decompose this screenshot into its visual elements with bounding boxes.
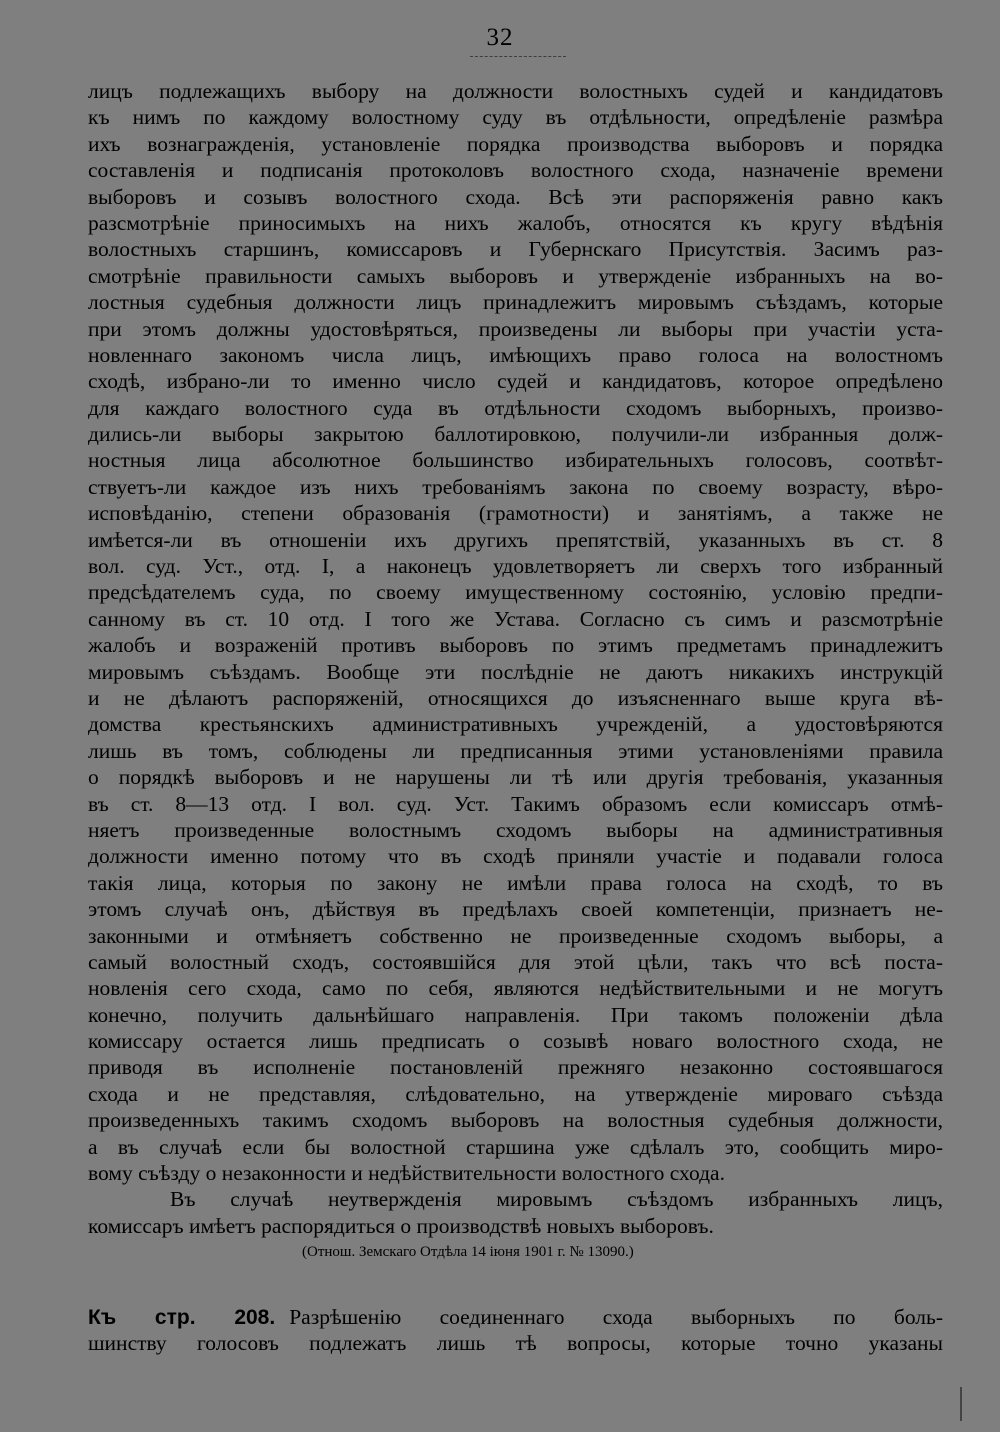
text-line: такія лица, которыя по закону не имѣли права голоса на сходѣ, то въ — [88, 870, 943, 895]
text-line: къ нимъ по каждому волостному суду въ отдѣльности, опредѣленіе размѣра — [88, 105, 943, 130]
text-line: дились-ли выборы закрытою баллотировкою, получили-ли избранныя долж- — [88, 422, 943, 447]
text-line: лишь въ томъ, соблюдены ли предписанныя этими установленіями правила — [88, 738, 943, 763]
text-line: этомъ случаѣ онъ, дѣйствуя въ предѣлахъ своей компетенціи, признаетъ не- — [88, 897, 943, 922]
text-line: конечно, получить дальнѣйшаго направленія. При такомъ положеніи дѣла — [88, 1002, 943, 1027]
section-gap — [88, 1266, 943, 1304]
text-line: разсмотрѣніе приносимыхъ на нихъ жалобъ, относятся къ кругу вѣдѣнія — [88, 210, 943, 235]
text-line: няетъ произведенные волостнымъ сходомъ выборы на административныя — [88, 817, 943, 842]
text-line: мировымъ съѣздамъ. Вообще эти послѣдніе не даютъ никакихъ инструкцій — [88, 659, 943, 684]
text-line: о порядкѣ выборовъ и не нарушены ли тѣ или другія требованія, указанныя — [88, 765, 943, 790]
text-line: комиссаръ имѣетъ распорядиться о производствѣ новыхъ выборовъ. — [88, 1213, 714, 1238]
text-line: сходѣ, избрано-ли то именно число судей и кандидатовъ, которое опредѣлено — [88, 369, 943, 394]
source-citation: (Отнош. Земскаго Отдѣла 14 іюня 1901 г. № 13090.) — [302, 1244, 634, 1261]
text-line: приводя въ исполненіе постановленій прежняго незаконно состоявшагося — [88, 1055, 943, 1080]
text-line: въ ст. 8—13 отд. I вол. суд. Уст. Такимъ образомъ если комиссаръ отмѣ- — [88, 791, 943, 816]
text-line: должности именно потому что въ сходѣ приняли участіе и подавали голоса — [88, 844, 943, 869]
text-line: предсѣдателемъ суда, по своему имущественному состоянію, условію предпи- — [88, 580, 943, 605]
text-line: ствуетъ-ли каждое изъ нихъ требованіямъ закона по своему возрасту, вѣро- — [88, 474, 943, 499]
text-line: для каждаго волостного суда въ отдѣльности сходомъ выборныхъ, произво- — [88, 395, 943, 420]
text-line: и не дѣлаютъ распоряженій, относящихся до изъясненнаго выше круга вѣ- — [88, 685, 943, 710]
paragraph-second — [88, 1186, 943, 1265]
text-line: вому съѣзду о незаконности и недѣйствительности волостного схода. — [88, 1161, 725, 1186]
text-line: схода и не представляя, слѣдовательно, на утвержденіе мироваго съѣзда — [88, 1081, 943, 1106]
text-line: исповѣданію, степени образованія (грамотности) и занятіямъ, а также не — [88, 501, 943, 526]
text-line: вол. суд. Уст., отд. I, а наконецъ удовлетворяетъ ли сверхъ того избранный — [88, 554, 943, 579]
text-line: жалобъ и возраженій противъ выборовъ по этимъ предметамъ принадлежитъ — [88, 633, 943, 658]
text-line: ностныя лица абсолютное большинство избирательныхъ голосовъ, соотвѣт- — [88, 448, 943, 473]
text-line: новленнаго закономъ числа лицъ, имѣющихъ право голоса на волостномъ — [88, 342, 943, 367]
text-line: смотрѣніе правильности самыхъ выборовъ и утвержденіе избранныхъ на во- — [88, 263, 943, 288]
text-line: Разрѣшенію соединеннаго схода выборныхъ по боль- — [289, 1304, 943, 1329]
text-line: Въ случаѣ неутвержденія мировымъ съѣздомъ избранныхъ лицъ, — [170, 1187, 943, 1212]
text-line: самый волостный сходъ, состоявшійся для этой цѣли, такъ что всѣ поста- — [88, 949, 943, 974]
text-line: имѣется-ли въ отношеніи ихъ другихъ препятствій, указанныхъ въ ст. 8 — [88, 527, 943, 552]
text-line: а въ случаѣ если бы волостной старшина уже сдѣлалъ это, сообщить миро- — [88, 1134, 943, 1159]
text-line: лостныя судебныя должности лицъ принадлежитъ мировымъ съѣздамъ, которые — [88, 290, 943, 315]
text-line: при этомъ должны удостовѣряться, произведены ли выборы при участіи уста- — [88, 316, 943, 341]
text-line: новленія сего схода, само по себя, являются недѣйствительными и не могутъ — [88, 976, 943, 1001]
text-line: ихъ вознагражденія, установленіе порядка производства выборовъ и порядка — [88, 131, 943, 156]
page-number-rule — [470, 56, 566, 57]
text-line: шинству голосовъ подлежатъ лишь тѣ вопросы, которые точно указаны — [88, 1330, 943, 1355]
margin-mark — [960, 1387, 962, 1421]
text-line: произведенныхъ такимъ сходомъ выборовъ на волостныя судебныя должности, — [88, 1108, 943, 1133]
text-line: лицъ подлежащихъ выбору на должности волостныхъ судей и кандидатовъ — [88, 79, 943, 103]
text-line: законными и отмѣняетъ собственно не произведенные сходомъ выборы, а — [88, 923, 943, 948]
section-heading: Къ стр. 208. — [88, 1305, 276, 1329]
text-line: домства крестьянскихъ административныхъ учрежденій, а удостовѣряются — [88, 712, 943, 737]
text-line: составленія и подписанія протоколовъ волостного схода, назначеніе времени — [88, 158, 943, 183]
text-line: выборовъ и созывъ волостного схода. Всѣ эти распоряженія равно какъ — [88, 184, 943, 209]
section-first-line — [88, 1304, 943, 1330]
text-line: санному въ ст. 10 отд. I того же Устава. Согласно съ симъ и разсмотрѣніе — [88, 606, 943, 631]
page-number: 32 — [486, 24, 514, 51]
text-line: комиссару остается лишь предписать о созывѣ новаго волостного схода, не — [88, 1029, 943, 1054]
section-note — [88, 1304, 943, 1357]
body-text — [88, 78, 943, 1356]
text-line: волостныхъ старшинъ, комиссаровъ и Губернскаго Присутствія. Засимъ раз- — [88, 237, 943, 262]
paragraph-main — [88, 78, 943, 1186]
